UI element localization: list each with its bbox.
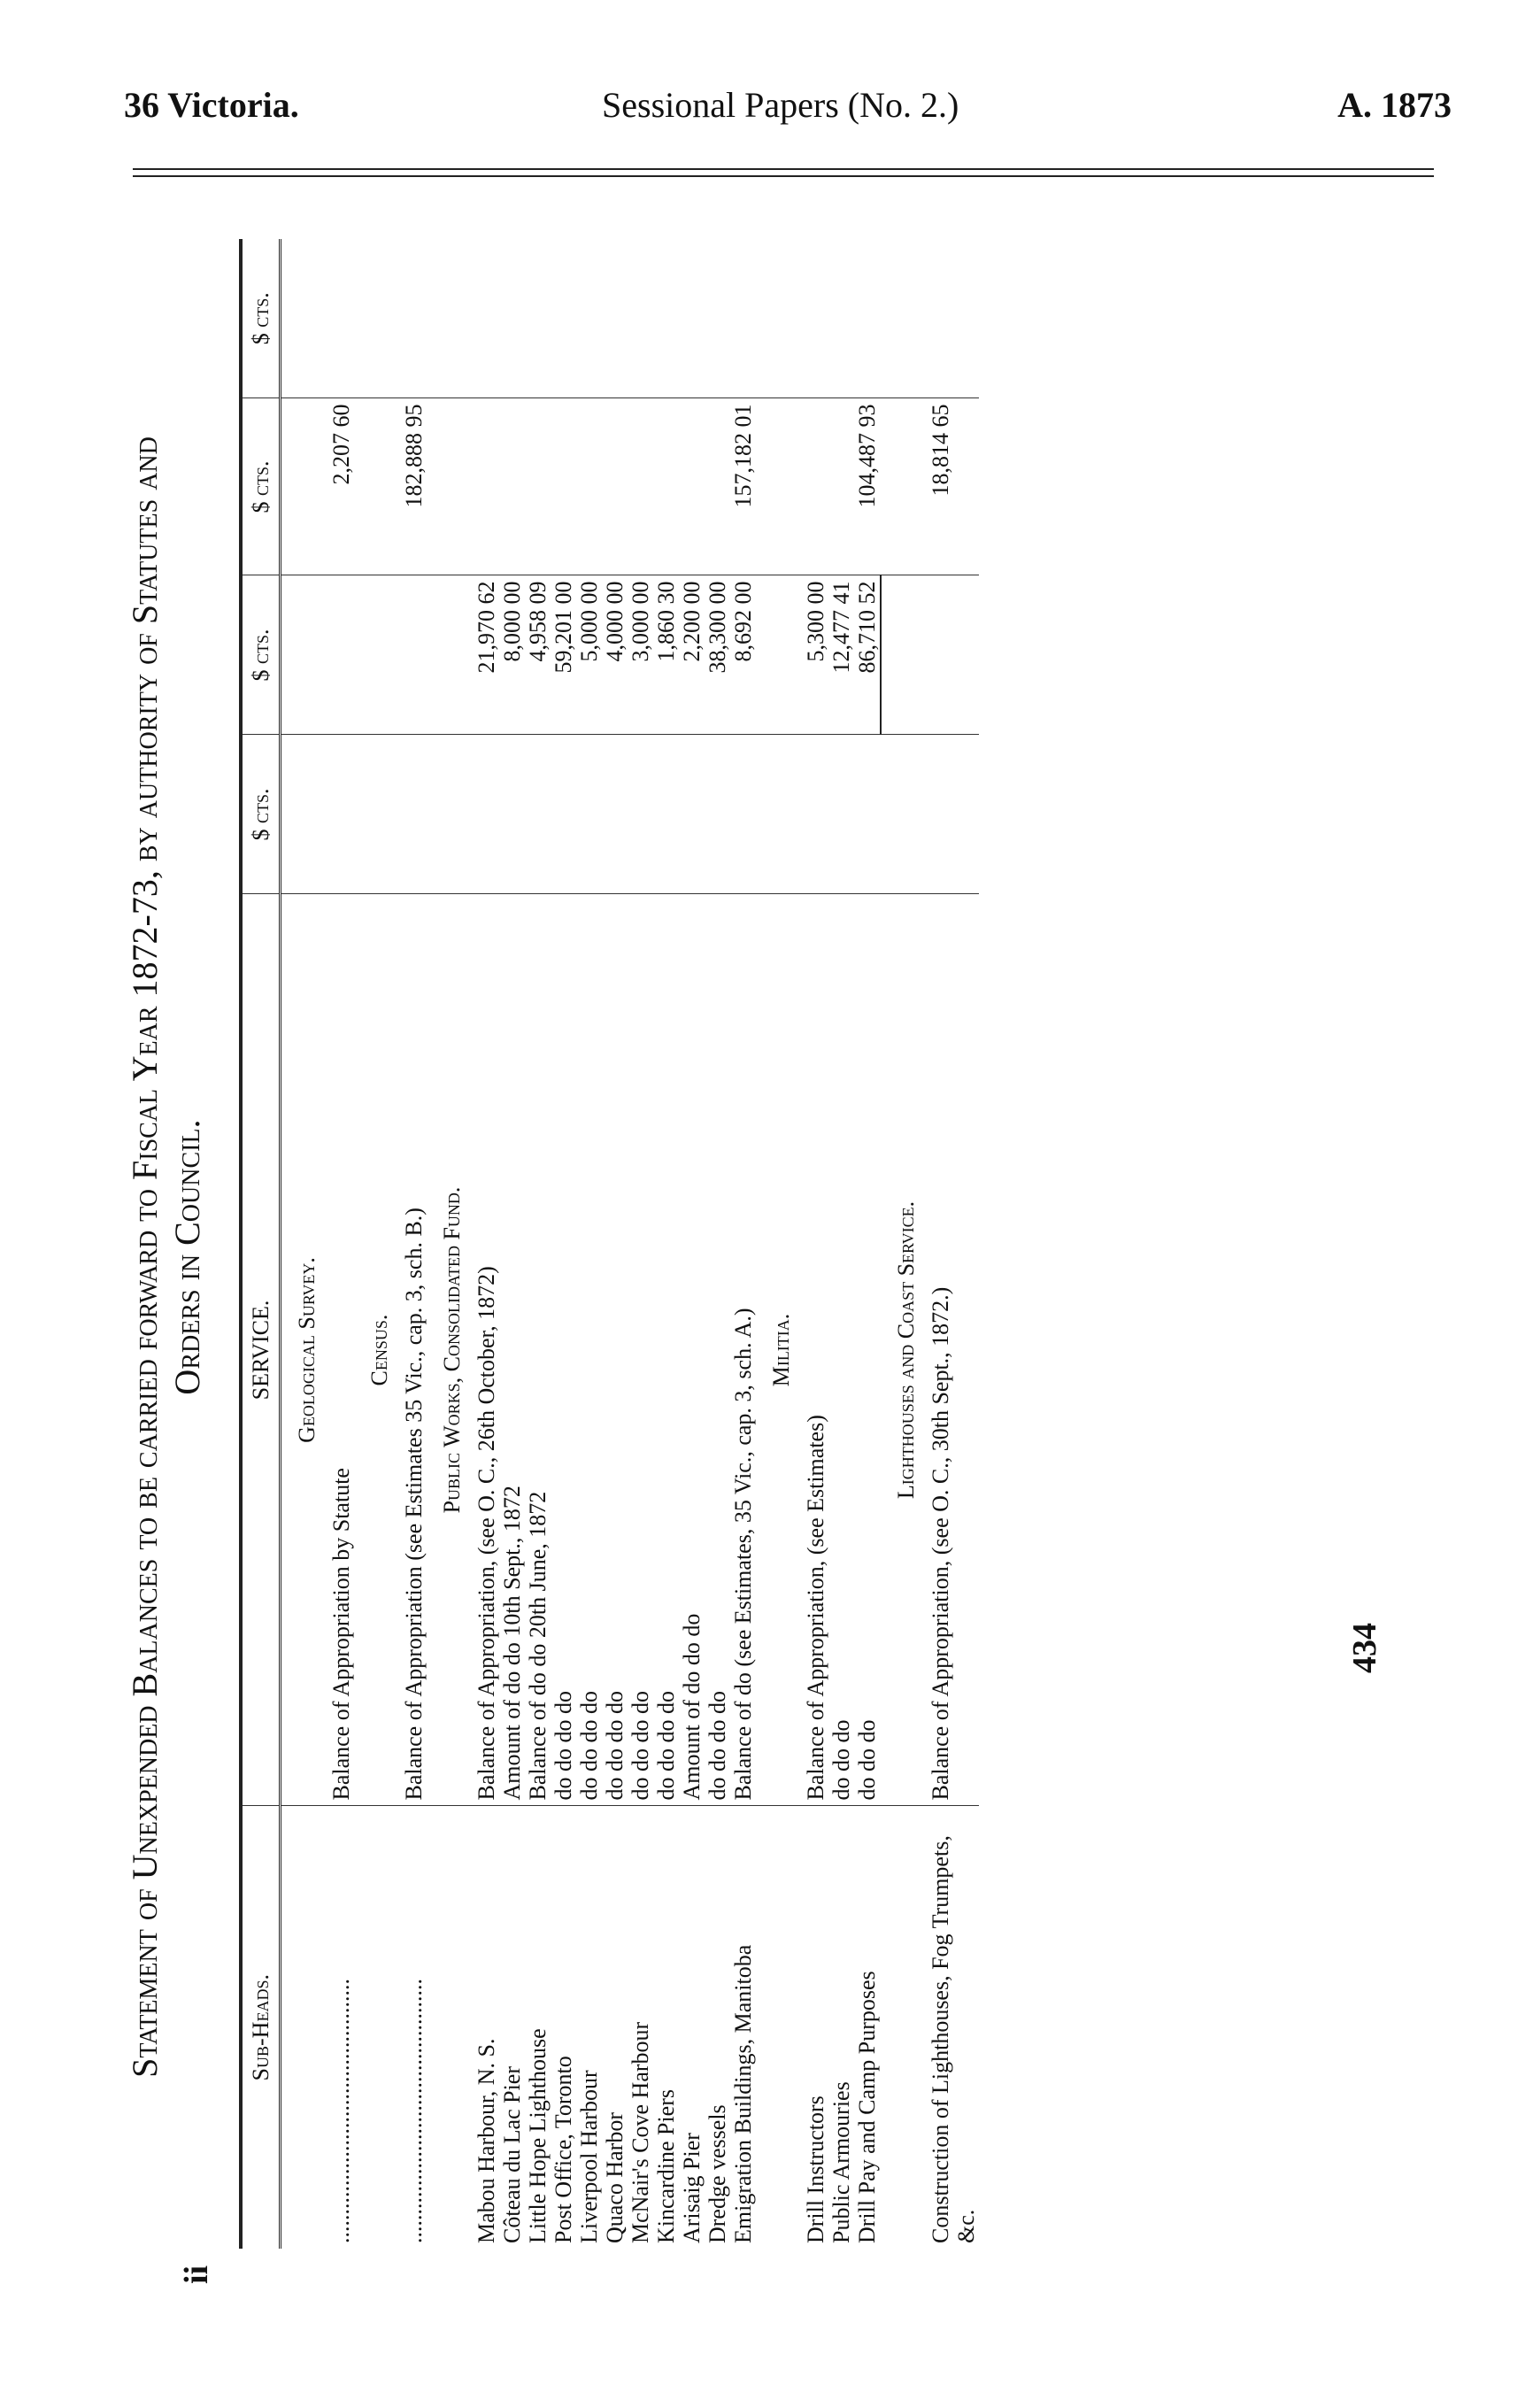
amount-cell: 4,958 09 xyxy=(525,575,551,735)
service-cell: do do do xyxy=(854,894,881,1806)
page-id: ii xyxy=(178,2265,215,2284)
service-cell: do do do do xyxy=(551,894,576,1806)
section-row xyxy=(881,239,928,2249)
table-row xyxy=(499,239,525,2249)
amount-cell: 86,710 52 xyxy=(854,575,881,735)
section-total: 157,182 01 xyxy=(730,398,756,575)
header-right: A. 1873 xyxy=(1337,85,1452,125)
table-row xyxy=(474,239,499,2249)
table-row xyxy=(525,239,551,2249)
amount-cell: 5,000 00 xyxy=(576,575,602,735)
section-lighthouses: Lighthouses and Coast Service. xyxy=(881,894,928,1806)
table-row xyxy=(928,239,979,2249)
service-cell: do do do do xyxy=(628,894,653,1806)
table-row xyxy=(653,239,679,2249)
title-line-1: Statement of Unexpended Balances to be carried forward to Fiscal Year 1872-73, by authority of Statutes and xyxy=(125,436,165,2078)
subhead-cell: Arisaig Pier xyxy=(679,2133,705,2243)
col-subheads: Sub-Heads. xyxy=(241,1806,281,2249)
col-4: $ cts. xyxy=(241,239,281,398)
service-cell: Balance of Appropriation, (see O. C., 26th October, 1872) xyxy=(474,894,499,1806)
subhead-cell: Dredge vessels xyxy=(705,2104,730,2243)
table-row: .............................................. Balance of Appropriation (see Estimates 35 Vic., cap. 3, sch. B.) 182,888 95 xyxy=(401,239,427,2249)
section-row xyxy=(427,239,474,2249)
subhead-cell: McNair's Cove Harbour xyxy=(628,2021,653,2243)
service-cell: Balance of Appropriation, (see O. C., 30th Sept., 1872.) xyxy=(928,894,979,1806)
table-row xyxy=(551,239,576,2249)
page-number: 434 xyxy=(1346,1623,1383,1673)
service-cell: do do do do xyxy=(705,894,730,1806)
table-row xyxy=(828,239,854,2249)
service-cell: Balance of do do 20th June, 1872 xyxy=(525,894,551,1806)
amount-cell: 8,000 00 xyxy=(499,575,525,735)
section-row xyxy=(281,239,329,2249)
subhead-cell: Côteau du Lac Pier xyxy=(499,2066,525,2243)
subhead-cell: Quaco Harbor xyxy=(602,2112,628,2243)
section-geological: Geological Survey. xyxy=(281,894,329,1806)
amount-cell: 182,888 95 xyxy=(401,398,427,575)
title-line-2: Orders in Council. xyxy=(167,1119,207,1395)
amount-cell: 1,860 30 xyxy=(653,575,679,735)
table-row xyxy=(730,239,756,2249)
header-rule xyxy=(133,168,1434,170)
service-cell: Balance of Appropriation by Statute xyxy=(328,894,354,1806)
subhead-cell: Liverpool Harbour xyxy=(576,2070,602,2243)
col-3: $ cts. xyxy=(241,398,281,575)
amount-cell: 21,970 62 xyxy=(474,575,499,735)
section-row xyxy=(756,239,803,2249)
section-census: Census. xyxy=(354,894,401,1806)
amount-cell: 5,300 00 xyxy=(803,575,828,735)
service-cell: Balance of do (see Estimates, 35 Vic., cap. 3, sch. A.) xyxy=(730,894,756,1806)
rotated-table-page xyxy=(124,230,1469,2284)
section-total: 104,487 93 xyxy=(854,398,881,575)
subhead-cell: Mabou Harbour, N. S. xyxy=(474,2038,499,2243)
subhead-cell: Kincardine Piers xyxy=(653,2088,679,2243)
amount-cell: 38,300 00 xyxy=(705,575,730,735)
subhead-cell: Little Hope Lighthouse xyxy=(525,2028,551,2243)
service-cell: Balance of Appropriation (see Estimates 35 Vic., cap. 3, sch. B.) xyxy=(401,894,427,1806)
col-service: SERVICE. xyxy=(241,894,281,1806)
table-row xyxy=(602,239,628,2249)
service-cell: do do do do xyxy=(602,894,628,1806)
amount-cell: 18,814 65 xyxy=(928,398,979,575)
header-center: Sessional Papers (No. 2.) xyxy=(602,85,959,125)
amount-cell: 4,000 00 xyxy=(602,575,628,735)
service-cell: Balance of Appropriation, (see Estimates) xyxy=(803,894,828,1806)
section-militia: Militia. xyxy=(756,894,803,1806)
subhead-cell: Construction of Lighthouses, Fog Trumpets, &c. xyxy=(928,1835,979,2243)
section-public-works: Public Works, Consolidated Fund. xyxy=(427,894,474,1806)
statement-title xyxy=(124,266,209,2249)
service-cell: Amount of do do do xyxy=(679,894,705,1806)
header-rule-2 xyxy=(133,175,1434,177)
service-cell: do do do do xyxy=(576,894,602,1806)
table-row xyxy=(628,239,653,2249)
service-cell: do do do xyxy=(828,894,854,1806)
service-cell: do do do do xyxy=(653,894,679,1806)
subhead-cell: Public Armouries xyxy=(828,2081,854,2243)
table-row xyxy=(679,239,705,2249)
table-header-row xyxy=(241,239,281,2249)
subhead-cell: Post Office, Toronto xyxy=(551,2056,576,2243)
service-cell: Amount of do do 10th Sept., 1872 xyxy=(499,894,525,1806)
balances-table xyxy=(239,239,979,2249)
running-head xyxy=(124,84,1452,137)
amount-cell: 8,692 00 xyxy=(730,575,756,735)
amount-cell: 59,201 00 xyxy=(551,575,576,735)
table-row: .............................................. Balance of Appropriation by Statute 2,207 60 xyxy=(328,239,354,2249)
subhead-cell: Drill Pay and Camp Purposes xyxy=(854,1971,880,2243)
subhead-cell: Drill Instructors xyxy=(803,2095,828,2243)
amount-cell: 12,477 41 xyxy=(828,575,854,735)
col-2: $ cts. xyxy=(241,575,281,735)
table-row xyxy=(576,239,602,2249)
amount-cell: 2,207 60 xyxy=(328,398,354,575)
table-row xyxy=(854,239,881,2249)
amount-cell: 2,200 00 xyxy=(679,575,705,735)
table-row xyxy=(705,239,730,2249)
section-row xyxy=(354,239,401,2249)
header-left: 36 Victoria. xyxy=(124,85,299,125)
amount-cell: 3,000 00 xyxy=(628,575,653,735)
subhead-cell: Emigration Buildings, Manitoba xyxy=(730,1944,756,2243)
col-1: $ cts. xyxy=(241,735,281,894)
table-row xyxy=(803,239,828,2249)
